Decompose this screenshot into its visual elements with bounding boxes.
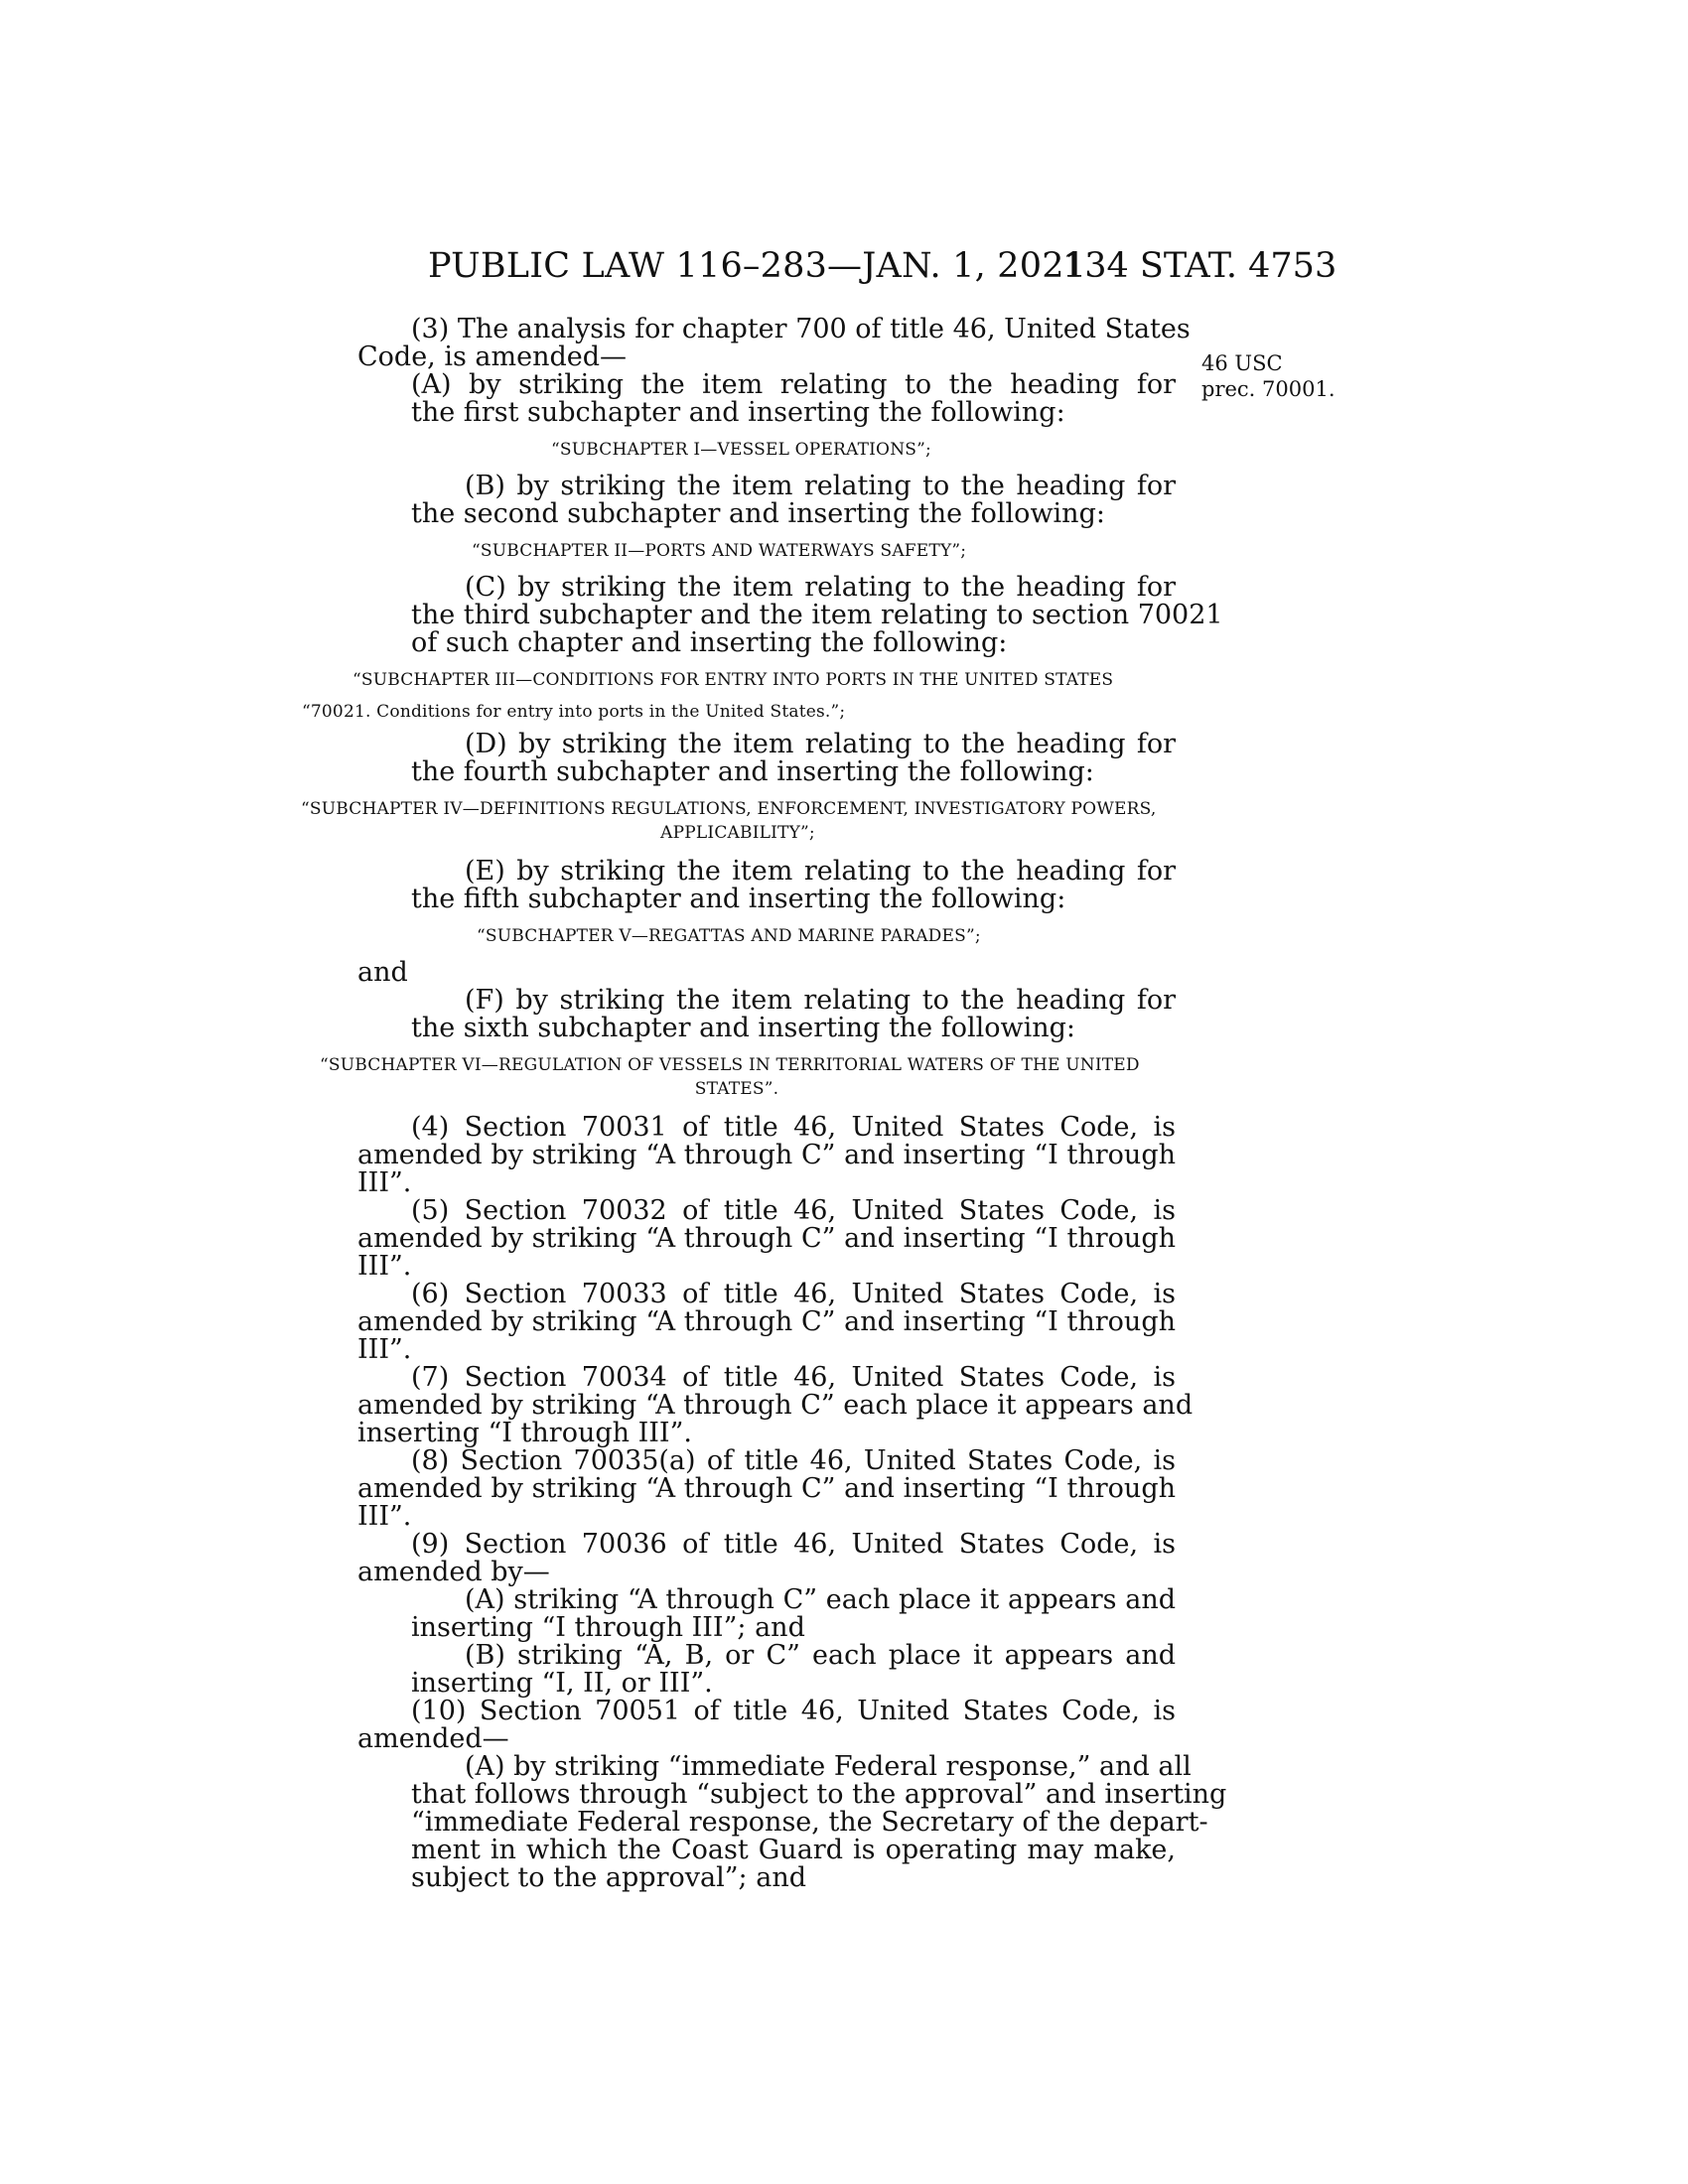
paragraph-5-line: (5) Section 70032 of title 46, United States Code, is — [411, 1195, 1176, 1226]
inserted-heading: “SUBCHAPTER V—REGATTAS AND MARINE PARADES”; — [477, 926, 981, 946]
paragraph-4-line: amended by striking “A through C” and inserting “I through — [357, 1140, 1176, 1170]
paragraph-10-line: amended— — [357, 1723, 509, 1754]
subparagraph-A-line: ment in which the Coast Guard is operating may make, — [411, 1835, 1176, 1865]
subparagraph-B-line: the second subchapter and inserting the following: — [411, 498, 1105, 529]
subparagraph-E-line: (E) by striking the item relating to the heading for — [465, 856, 1176, 887]
paragraph-6-line: III”. — [357, 1334, 412, 1365]
subparagraph-A-line: that follows through “subject to the approval” and inserting — [411, 1779, 1227, 1810]
subparagraph-A-line: the first subchapter and inserting the following: — [411, 397, 1065, 428]
running-header-law: PUBLIC LAW 116–283—JAN. 1, 2021 — [428, 246, 1087, 286]
paragraph-7-line: (7) Section 70034 of title 46, United States Code, is — [411, 1362, 1176, 1393]
paragraph-6-line: amended by striking “A through C” and inserting “I through — [357, 1306, 1176, 1337]
subparagraph-A-line: “immediate Federal response, the Secretary of the depart- — [411, 1807, 1208, 1838]
running-header-page-number: 134 STAT. 4753 — [1062, 246, 1337, 286]
subparagraph-E-line: the fifth subchapter and inserting the following: — [411, 884, 1066, 914]
subparagraph-F-line: (F) by striking the item relating to the heading for — [465, 985, 1176, 1016]
paragraph-5-line: III”. — [357, 1251, 412, 1282]
subparagraph-B-line: (B) striking “A, B, or C” each place it appears and — [465, 1640, 1176, 1671]
paragraph-5-line: amended by striking “A through C” and inserting “I through — [357, 1223, 1176, 1254]
margin-citation-line: 46 USC — [1201, 351, 1283, 375]
paragraph-6-line: (6) Section 70033 of title 46, United States Code, is — [411, 1279, 1176, 1309]
paragraph-4-line: (4) Section 70031 of title 46, United States Code, is — [411, 1112, 1176, 1143]
paragraph-8-line: (8) Section 70035(a) of title 46, United States Code, is — [411, 1445, 1176, 1476]
paragraph-3-line: (3) The analysis for chapter 700 of title 46, United States — [411, 314, 1191, 344]
subparagraph-A-line: (A) striking “A through C” each place it appears and — [465, 1584, 1176, 1615]
margin-citation — [1201, 350, 1336, 402]
subparagraph-B-line: inserting “I, II, or III”. — [411, 1668, 713, 1699]
subparagraph-A-line: (A) by striking “immediate Federal response,” and all — [465, 1751, 1192, 1782]
paragraph-10-line: (10) Section 70051 of title 46, United States Code, is — [411, 1696, 1176, 1726]
subparagraph-A-line: inserting “I through III”; and — [411, 1612, 805, 1643]
inserted-heading: “SUBCHAPTER VI—REGULATION OF VESSELS IN TERRITORIAL WATERS OF THE UNITED — [320, 1055, 1140, 1075]
subparagraph-A-line: (A) by striking the item relating to the heading for — [411, 369, 1176, 400]
inserted-heading: STATES”. — [694, 1079, 779, 1099]
inserted-section-item: “70021. Conditions for entry into ports in the United States.”; — [302, 702, 846, 722]
inserted-heading: “SUBCHAPTER I—VESSEL OPERATIONS”; — [551, 440, 931, 460]
inserted-heading: “SUBCHAPTER IV—DEFINITIONS REGULATIONS, ENFORCEMENT, INVESTIGATORY POWERS, — [301, 799, 1157, 819]
paragraph-4-line: III”. — [357, 1167, 412, 1198]
inserted-heading: “SUBCHAPTER III—CONDITIONS FOR ENTRY INTO PORTS IN THE UNITED STATES — [352, 670, 1114, 690]
connector-and: and — [357, 957, 408, 988]
paragraph-7-line: amended by striking “A through C” each place it appears and — [357, 1390, 1194, 1421]
subparagraph-C-line: (C) by striking the item relating to the heading for — [465, 572, 1176, 603]
subparagraph-F-line: the sixth subchapter and inserting the following: — [411, 1013, 1076, 1043]
inserted-heading: APPLICABILITY”; — [660, 823, 815, 843]
paragraph-9-line: amended by— — [357, 1557, 550, 1587]
paragraph-8-line: III”. — [357, 1501, 412, 1532]
subparagraph-D-line: the fourth subchapter and inserting the following: — [411, 756, 1094, 787]
subparagraph-A-line: subject to the approval”; and — [411, 1862, 806, 1893]
inserted-heading: “SUBCHAPTER II—PORTS AND WATERWAYS SAFETY”; — [472, 541, 967, 561]
margin-citation-line: prec. 70001. — [1201, 377, 1336, 401]
subparagraph-D-line: (D) by striking the item relating to the heading for — [465, 729, 1176, 759]
paragraph-8-line: amended by striking “A through C” and inserting “I through — [357, 1473, 1176, 1504]
subparagraph-C-line: the third subchapter and the item relating to section 70021 — [411, 600, 1223, 630]
paragraph-3-line: Code, is amended— — [357, 341, 628, 372]
paragraph-9-line: (9) Section 70036 of title 46, United States Code, is — [411, 1529, 1176, 1560]
subparagraph-C-line: of such chapter and inserting the following: — [411, 627, 1008, 658]
paragraph-7-line: inserting “I through III”. — [357, 1418, 692, 1448]
subparagraph-B-line: (B) by striking the item relating to the heading for — [465, 471, 1176, 501]
